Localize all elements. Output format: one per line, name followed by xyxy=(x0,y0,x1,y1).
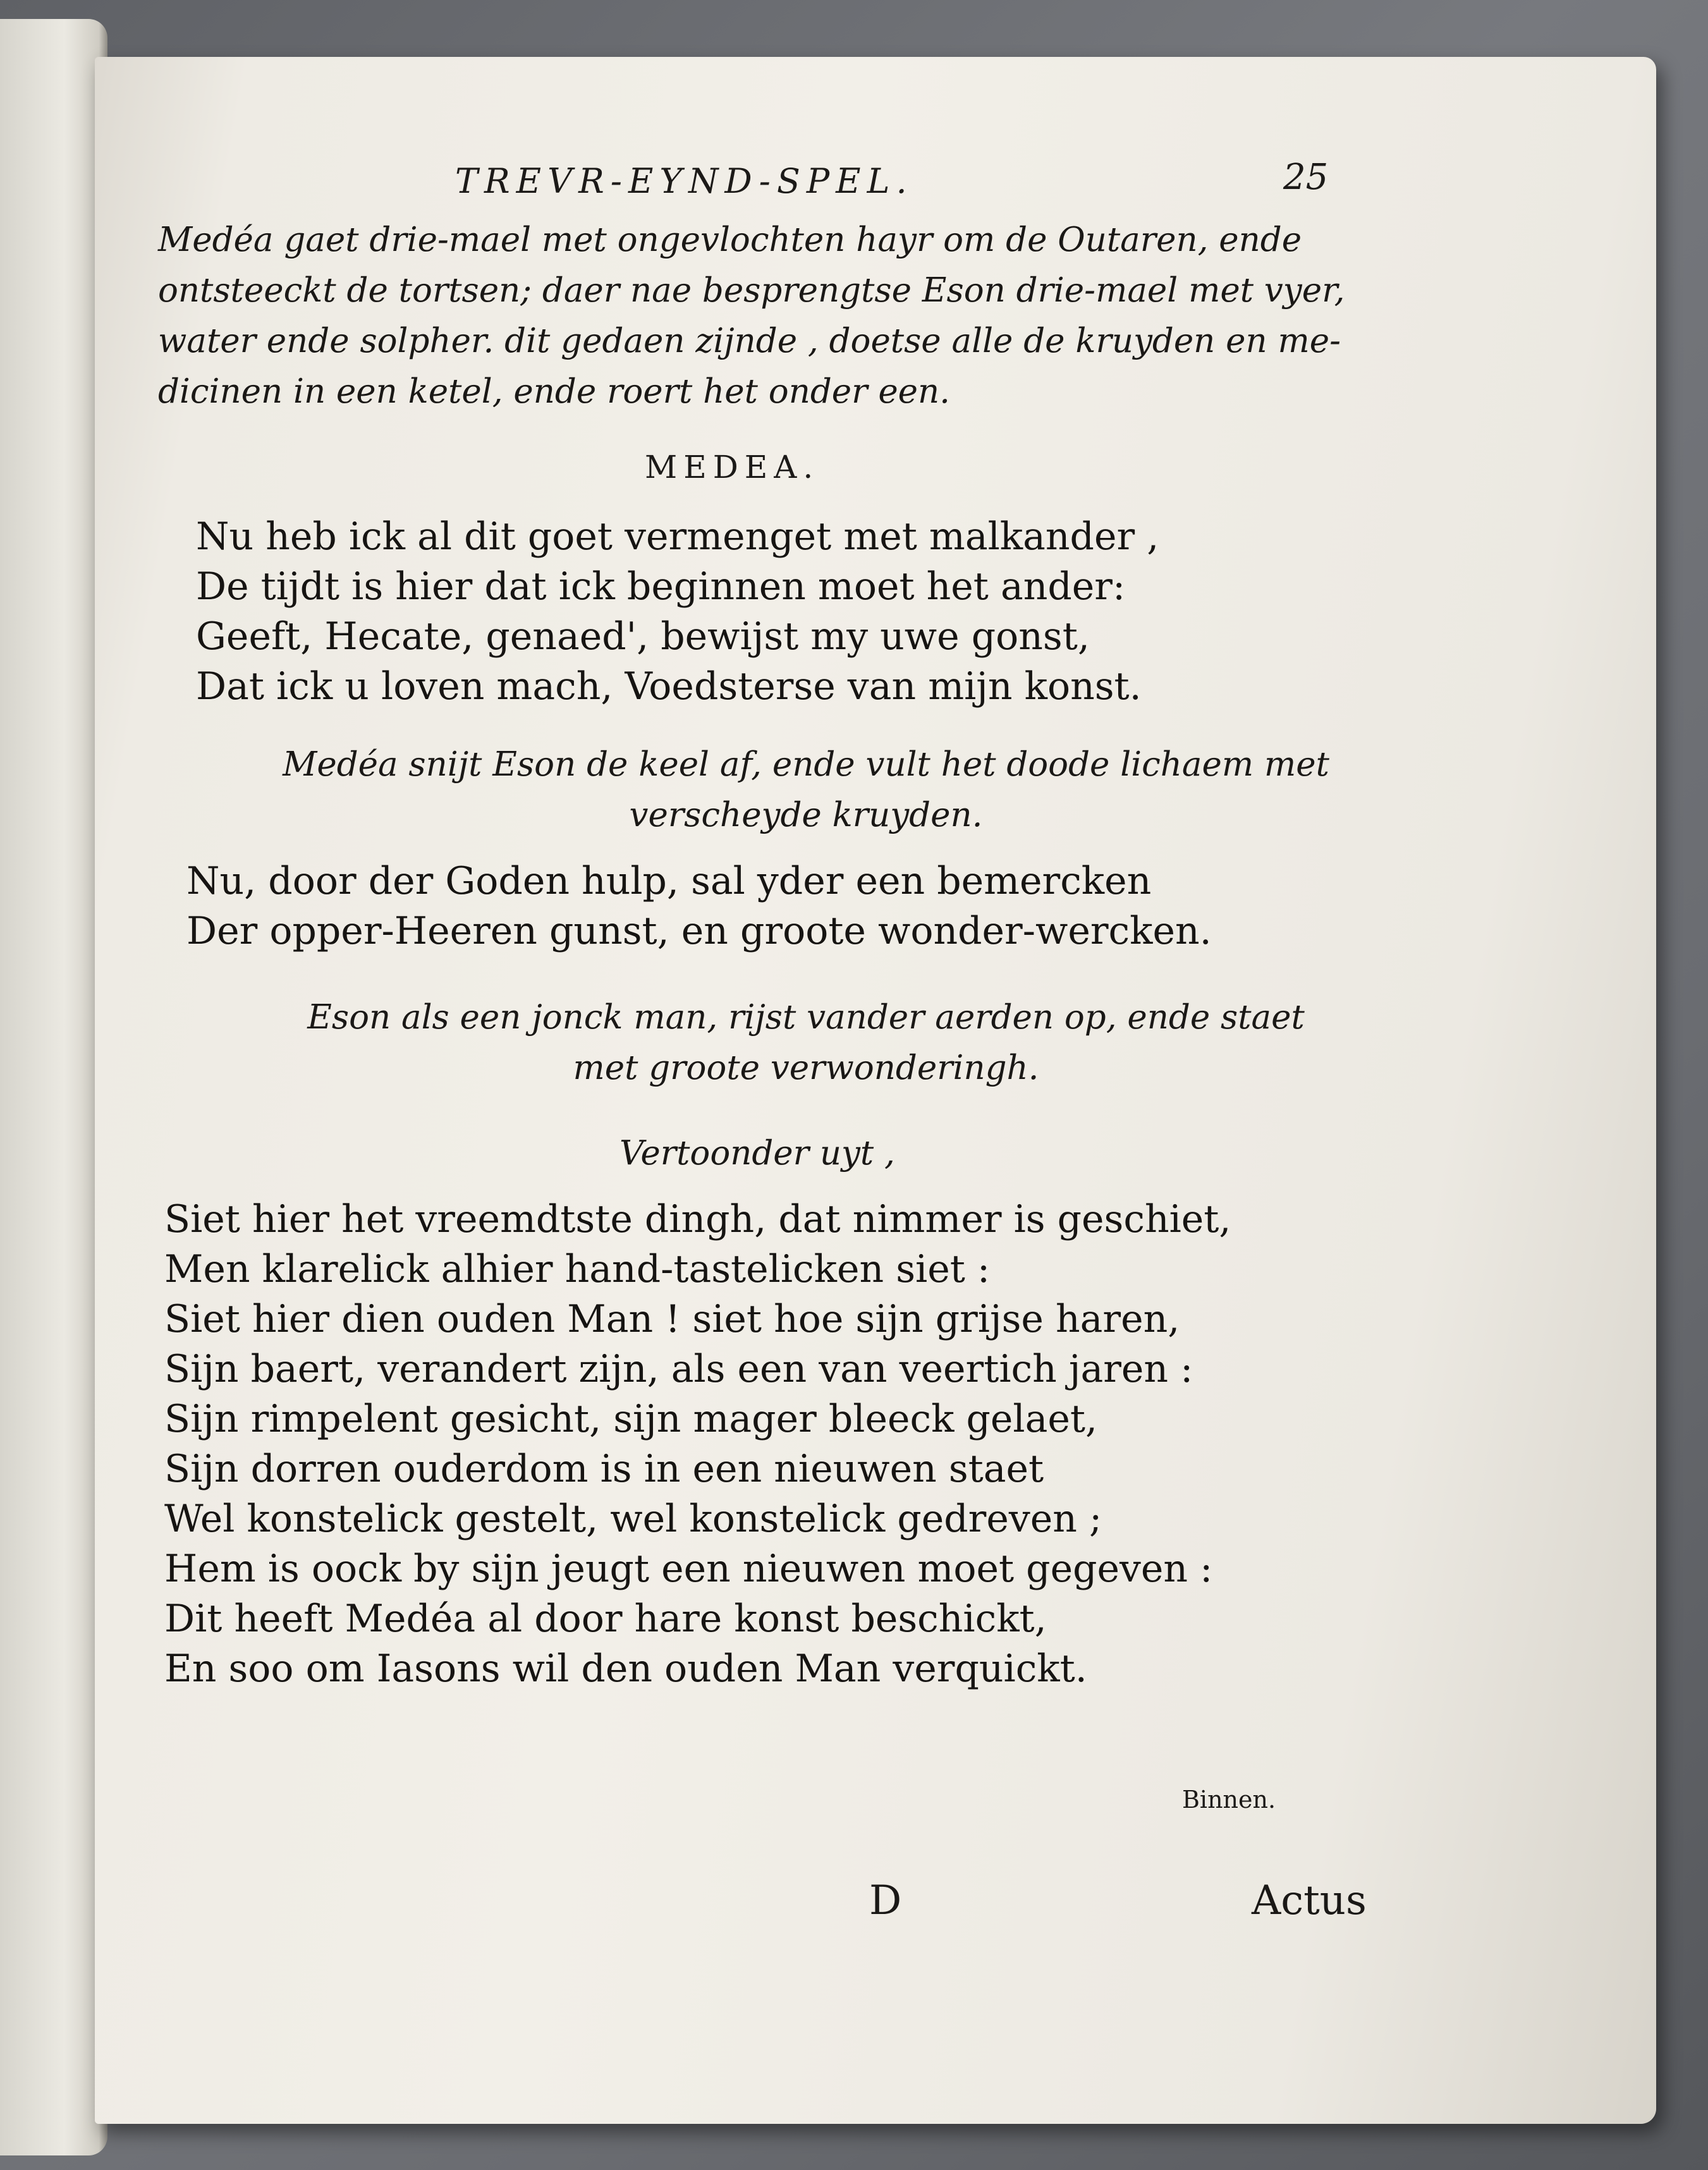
verse-line: Dit heeft Medéa al door hare konst beschickt, xyxy=(164,1597,1047,1641)
verse-line: Siet hier dien ouden Man ! siet hoe sijn grijse haren, xyxy=(164,1297,1180,1341)
verse-line: Nu, door der Goden hulp, sal yder een bemercken xyxy=(186,859,1152,903)
verse-line: Sijn rimpelent gesicht, sijn mager bleeck gelaet, xyxy=(164,1397,1098,1441)
verse-line: Nu heb ick al dit goet vermenget met malkander , xyxy=(196,515,1159,559)
stage-direction-3 xyxy=(158,992,1454,1094)
verse-line: Wel konstelick gestelt, wel konstelick gedreven ; xyxy=(164,1497,1102,1541)
stage-line: Medéa gaet drie-mael met ongevlochten hayr om de Outaren, ende xyxy=(158,221,1302,259)
verse-line: Hem is oock by sijn jeugt een nieuwen moet gegeven : xyxy=(164,1547,1213,1591)
stage-line: met groote verwonderingh. xyxy=(573,1049,1039,1087)
stage-direction-1 xyxy=(158,215,1454,417)
verse-line: Men klarelick alhier hand-tastelicken siet : xyxy=(164,1247,991,1291)
verse-line: De tijdt is hier dat ick beginnen moet het ander: xyxy=(196,564,1126,609)
catchword: Actus xyxy=(1252,1877,1367,1924)
stage-line: ontsteeckt de tortsen; daer nae besprengtse Eson drie-mael met vyer, xyxy=(158,271,1345,310)
running-title: TREVR-EYND-SPEL. xyxy=(455,161,913,201)
stage-line: Eson als een jonck man, rijst vander aerden op, ende staet xyxy=(307,998,1305,1037)
speaker-vertoonder: Vertoonder uyt , xyxy=(619,1134,895,1173)
verse-line: Sijn dorren ouderdom is in een nieuwen staet xyxy=(164,1447,1044,1491)
verse-block-2 xyxy=(186,856,1419,956)
verse-line: Geeft, Hecate, genaed', bewijst my uwe gonst, xyxy=(196,614,1090,659)
speaker-medea: MEDEA. xyxy=(645,449,820,485)
verse-line: Siet hier het vreemdtste dingh, dat nimmer is geschiet, xyxy=(164,1197,1231,1241)
verse-line: Der opper-Heeren gunst, en groote wonder-wercken. xyxy=(186,909,1212,953)
stage-direction-2 xyxy=(158,740,1454,841)
verse-block-3 xyxy=(164,1195,1460,1694)
stage-line: Medéa snijt Eson de keel af, ende vult het doode lichaem met xyxy=(283,745,1329,784)
exit-direction: Binnen. xyxy=(1182,1786,1276,1813)
verse-line: Dat ick u loven mach, Voedsterse van mijn konst. xyxy=(196,664,1142,709)
verse-line: Sijn baert, verandert zijn, als een van veertich jaren : xyxy=(164,1347,1193,1391)
stage-line: water ende solpher. dit gedaen zijnde , doetse alle de kruyden en me- xyxy=(158,322,1341,360)
signature-mark: D xyxy=(869,1877,902,1924)
stage-line: dicinen in een ketel, ende roert het onder een. xyxy=(158,372,951,411)
verse-line: En soo om Iasons wil den ouden Man verquickt. xyxy=(164,1647,1087,1691)
verse-block-1 xyxy=(196,512,1429,712)
book-page xyxy=(95,57,1656,2124)
facing-page-edge xyxy=(0,19,107,2155)
stage-line: verscheyde kruyden. xyxy=(629,796,983,834)
page-number: 25 xyxy=(1283,157,1329,198)
